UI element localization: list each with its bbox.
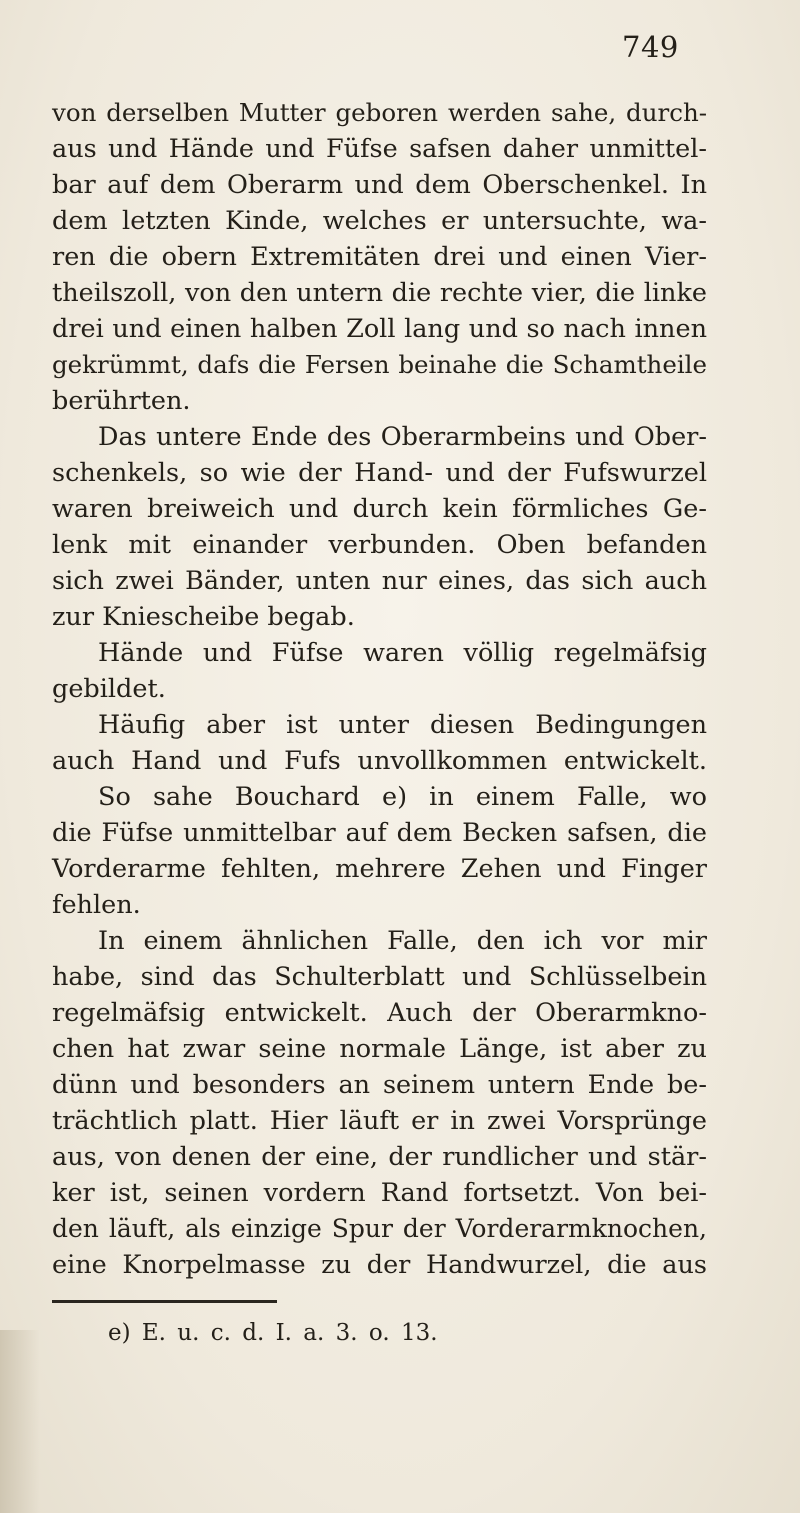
text-line: habe, sind das Schulterblatt und Schlüsselbein — [52, 962, 707, 992]
text-line: eine Knorpelmasse zu der Handwurzel, die aus — [52, 1250, 707, 1280]
footnote: e) E. u. c. d. I. a. 3. o. 13. — [108, 1320, 438, 1346]
text-line: theilszoll, von den untern die rechte vier, die linke — [52, 278, 707, 308]
text-line: schenkels, so wie der Hand- und der Fufswurzel — [52, 458, 707, 488]
text-line: von derselben Mutter geboren werden sahe, durch- — [52, 98, 707, 127]
text-line: bar auf dem Oberarm und dem Oberschenkel. In — [52, 170, 707, 200]
text-line: waren breiweich und durch kein förmliches Ge- — [52, 494, 707, 524]
text-line: Vorderarme fehlten, mehrere Zehen und Finger — [52, 854, 707, 884]
text-line: dünn und besonders an seinem untern Ende be- — [52, 1070, 707, 1100]
page-number: 749 — [622, 30, 679, 64]
text-line: den läuft, als einzige Spur der Vorderarmknochen, — [52, 1214, 707, 1243]
text-line: regelmäfsig entwickelt. Auch der Oberarmkno- — [52, 998, 707, 1028]
paragraph-end-line: fehlen. — [52, 890, 141, 920]
text-line: dem letzten Kinde, welches er untersuchte, wa- — [52, 206, 707, 236]
paragraph-start-line: In einem ähnlichen Falle, den ich vor mir — [98, 926, 707, 956]
paragraph-start-line: Häufig aber ist unter diesen Bedingungen — [98, 710, 707, 740]
text-line: aus und Hände und Füfse safsen daher unmittel- — [52, 134, 707, 164]
paragraph-end-line: gebildet. — [52, 674, 166, 704]
page-edge-shadow — [0, 1330, 40, 1513]
text-line: ren die obern Extremitäten drei und einen Vier- — [52, 242, 707, 272]
text-line: drei und einen halben Zoll lang und so nach innen — [52, 314, 707, 344]
text-line: trächtlich platt. Hier läuft er in zwei Vorsprünge — [52, 1106, 707, 1136]
text-line: lenk mit einander verbunden. Oben befanden — [52, 530, 707, 560]
paragraph-end-line: berührten. — [52, 386, 191, 416]
paragraph-end-line: zur Kniescheibe begab. — [52, 602, 355, 632]
text-line: die Füfse unmittelbar auf dem Becken safsen, die — [52, 818, 707, 848]
paragraph-start-line: Hände und Füfse waren völlig regelmäfsig — [98, 638, 707, 668]
text-line: sich zwei Bänder, unten nur eines, das sich auch — [52, 566, 707, 596]
paragraph-start-line: Das untere Ende des Oberarmbeins und Ober- — [98, 422, 707, 452]
paragraph-start-line: So sahe Bouchard e) in einem Falle, wo — [98, 782, 707, 812]
text-line: ker ist, seinen vordern Rand fortsetzt. Von bei- — [52, 1178, 707, 1208]
text-line: aus, von denen der eine, der rundlicher und stär- — [52, 1142, 707, 1172]
footnote-divider — [52, 1300, 277, 1303]
text-line: gekrümmt, dafs die Fersen beinahe die Schamtheile — [52, 350, 707, 379]
text-line: chen hat zwar seine normale Länge, ist aber zu — [52, 1034, 707, 1064]
text-line: auch Hand und Fufs unvollkommen entwickelt. — [52, 746, 707, 776]
